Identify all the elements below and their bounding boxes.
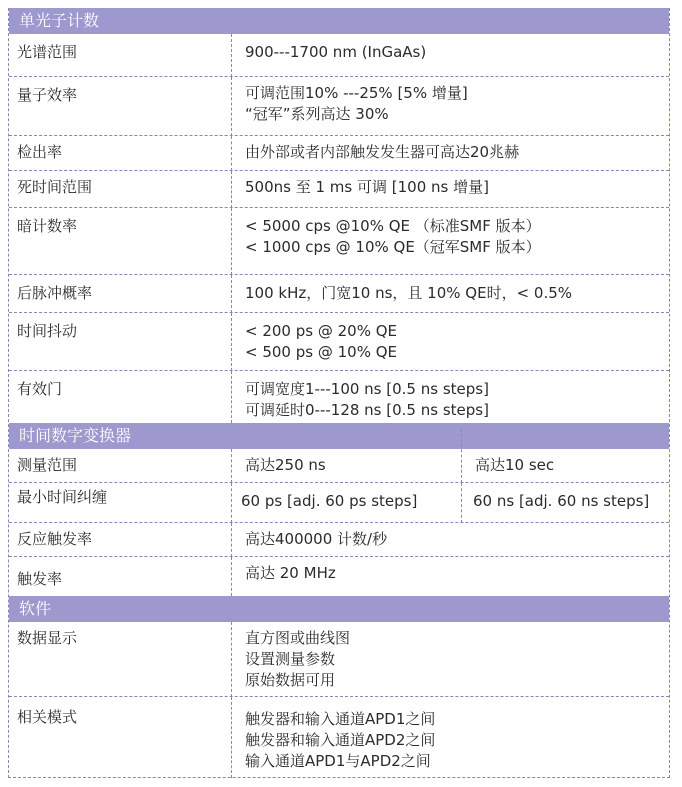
row-value: 高达250 ns	[245, 456, 326, 474]
row-label: 数据显示	[17, 629, 78, 647]
row-value: 直方图或曲线图 设置测量参数 原始数据可用	[245, 629, 351, 689]
row-value: 触发器和输入通道APD1之间 触发器和输入通道APD2之间 输入通道APD1与APD2之间	[245, 710, 436, 770]
section-header-photon-counting: 单光子计数	[9, 8, 669, 34]
row-label: 测量范围	[17, 456, 78, 474]
row-label: 光谱范围	[17, 43, 78, 61]
row-value: < 200 ps @ 20% QE < 500 ps @ 10% QE	[245, 322, 397, 361]
table-row	[9, 557, 669, 596]
table-row	[9, 313, 669, 371]
table-row	[9, 136, 669, 171]
section-header-tdc: 时间数字变换器	[9, 423, 669, 449]
row-value: 60 ps [adj. 60 ps steps]	[241, 492, 418, 510]
table-row	[9, 523, 669, 557]
row-value: 可调范围10% ---25% [5% 增量] “冠军”系列高达 30%	[245, 84, 468, 123]
table-row	[9, 371, 669, 423]
section-header-software: 软件	[9, 596, 669, 622]
row-value: 高达400000 计数/秒	[245, 530, 388, 548]
table-row	[9, 208, 669, 275]
row-value: 可调宽度1---100 ns [0.5 ns steps] 可调延时0---128 ns [0.5 ns steps]	[245, 380, 489, 419]
row-value-secondary: 高达10 sec	[475, 456, 555, 474]
table-row	[9, 449, 669, 483]
row-label: 反应触发率	[17, 530, 93, 548]
table-row	[9, 483, 669, 523]
table-row	[9, 77, 669, 136]
table-row	[9, 697, 669, 778]
row-value: 由外部或者内部触发发生器可高达20兆赫	[245, 143, 520, 161]
row-label: 死时间范围	[17, 178, 93, 196]
row-label: 后脉冲概率	[17, 284, 93, 302]
row-label: 最小时间纠缠	[17, 488, 108, 506]
table-row	[9, 275, 669, 313]
row-value: 100 kHz，门宽10 ns，且 10% QE时，< 0.5%	[245, 284, 573, 302]
table-row	[9, 34, 669, 77]
row-value: 500ns 至 1 ms 可调 [100 ns 增量]	[245, 178, 489, 196]
row-label: 检出率	[17, 143, 63, 161]
row-value: 高达 20 MHz	[245, 564, 336, 582]
row-label: 暗计数率	[17, 217, 78, 235]
row-label: 有效门	[17, 380, 63, 398]
table-row	[9, 171, 669, 208]
row-value-secondary: 60 ns [adj. 60 ns steps]	[473, 492, 650, 510]
row-value: 900---1700 nm (InGaAs)	[245, 43, 427, 61]
spec-table	[8, 8, 670, 778]
row-value: < 5000 cps @10% QE （标准SMF 版本） < 1000 cps @ 10% QE（冠军SMF 版本）	[245, 217, 541, 256]
table-row	[9, 622, 669, 697]
row-label: 量子效率	[17, 86, 78, 104]
row-label: 时间抖动	[17, 322, 78, 340]
row-label: 相关模式	[17, 708, 78, 726]
row-label: 触发率	[17, 570, 63, 588]
